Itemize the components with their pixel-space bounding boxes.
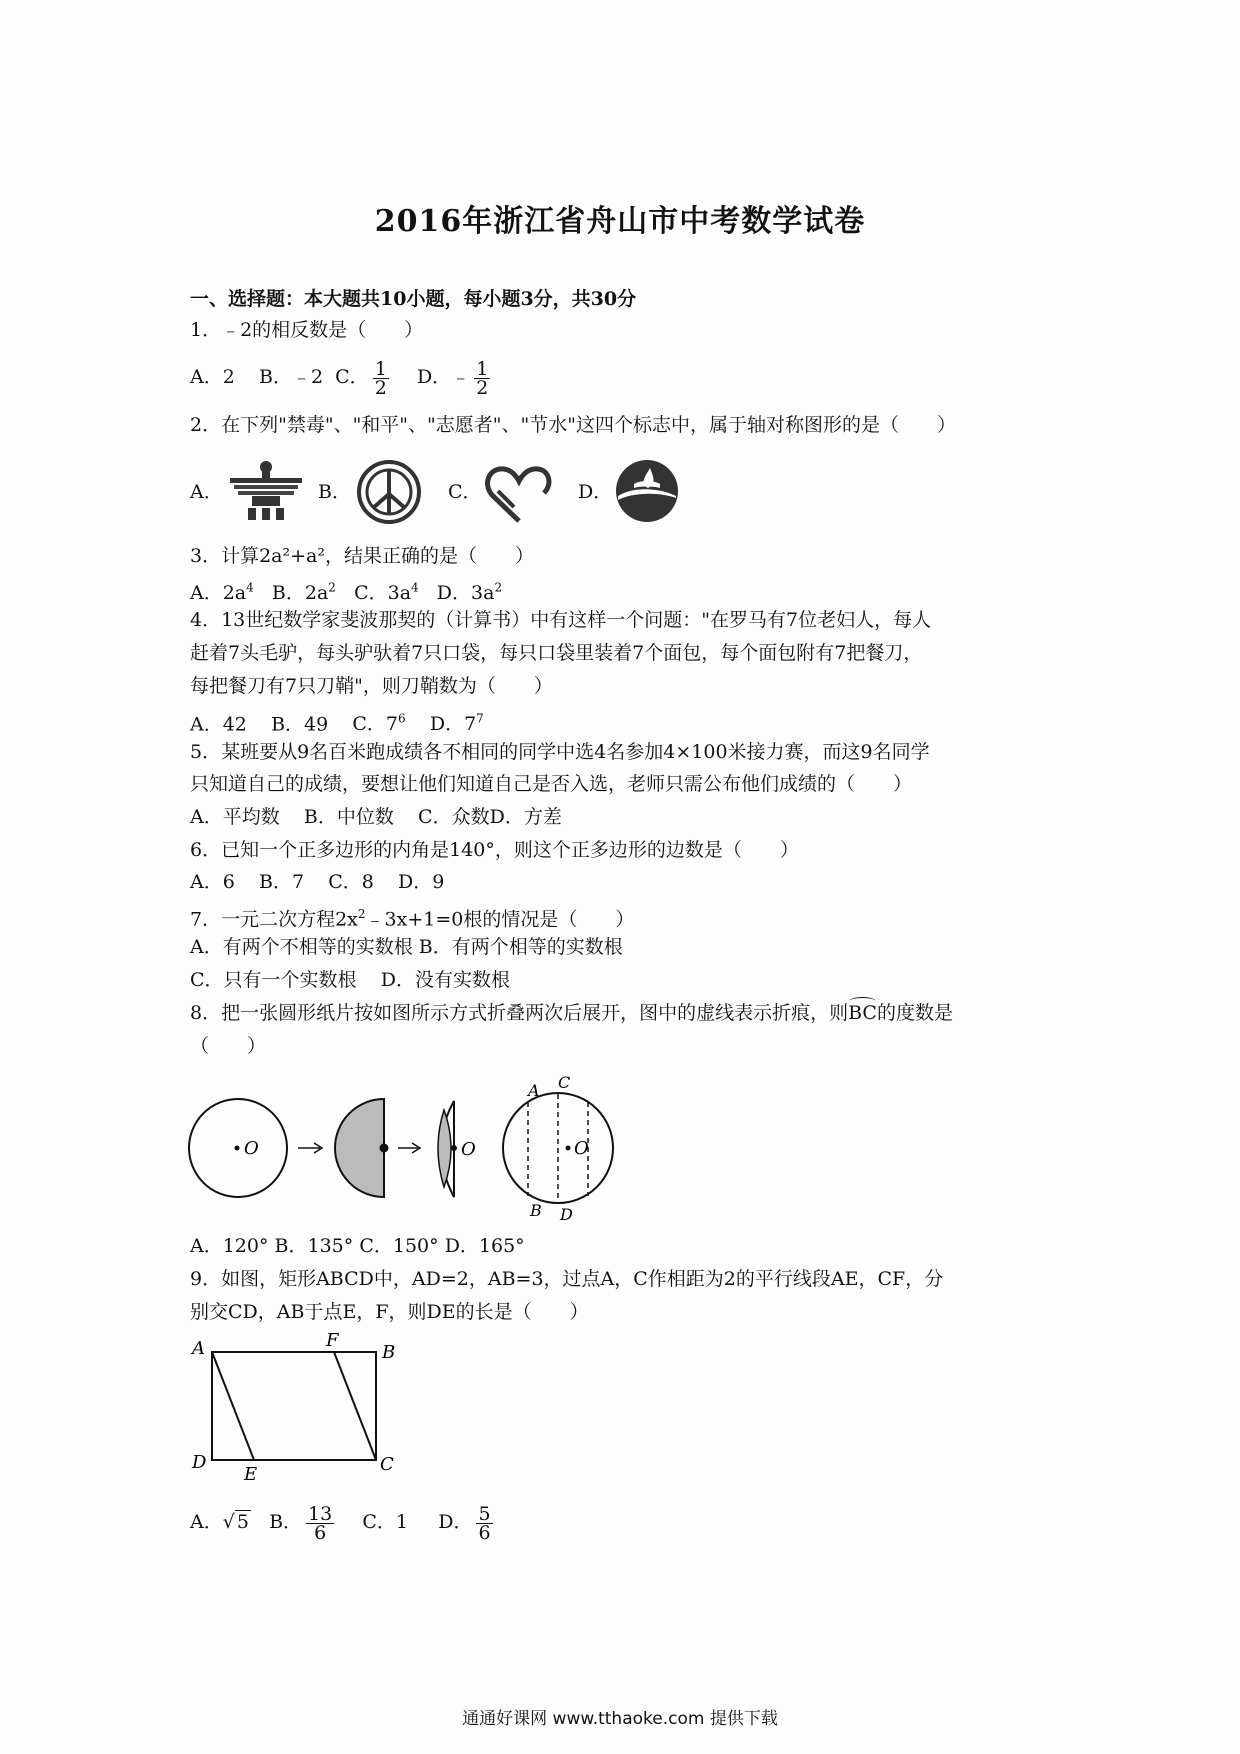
question-9-line-1: 9．如图，矩形ABCD中，AD=2，AB=3，过点A，C作相距为2的平行线段AE，CF，分: [190, 1268, 944, 1290]
fraction-numerator: 13: [308, 1502, 333, 1525]
q7-stem-part: ﹣3x+1=0根的情况是（ ）: [365, 908, 635, 931]
label-o: O: [461, 1139, 476, 1160]
q9-option-d-fraction: [476, 1502, 492, 1544]
question-6-options: [190, 870, 444, 894]
q9-option-b-label: B．: [269, 1511, 303, 1533]
question-9-options: [190, 1495, 497, 1549]
q1-option-c-fraction: [373, 357, 389, 399]
rectangle-diagram: [186, 1332, 406, 1482]
label-o: O: [244, 1138, 259, 1159]
question-1-options: [190, 352, 494, 402]
question-8-options: [190, 1234, 525, 1258]
q7-option-b: B．有两个相等的实数根: [418, 936, 623, 958]
q1-option-c: [335, 352, 393, 402]
q9-option-b: [269, 1502, 338, 1544]
q8-option-d: D．165°: [444, 1235, 525, 1257]
q3-option-d: [437, 582, 502, 604]
question-9-line-2: 别交CD，AB于点E，F，则DE的长是（ ）: [190, 1301, 589, 1323]
q7-option-c: C．只有一个实数根: [190, 969, 357, 991]
exponent: 2: [494, 581, 503, 595]
q9-option-c: C．1: [362, 1511, 409, 1533]
question-1-stem: 1．﹣2的相反数是（ ）: [190, 319, 424, 341]
q9-option-a: [190, 1511, 251, 1533]
q4-option-a: A．42: [190, 713, 247, 736]
q7-option-d: D．没有实数根: [380, 969, 510, 991]
label-b: B: [382, 1342, 396, 1363]
q2-option-b-label: B．: [318, 481, 351, 503]
exponent: 6: [398, 712, 406, 726]
label-e: E: [244, 1464, 258, 1482]
q9-option-a-label: A．: [190, 1511, 223, 1533]
q1-option-a: A．2: [190, 366, 235, 388]
section-heading: 一、选择题：本大题共10小题，每小题3分，共30分: [190, 288, 637, 310]
exponent: 4: [411, 581, 419, 595]
q2-option-c-label: C．: [448, 481, 482, 503]
q6-option-a: A．6: [190, 871, 235, 893]
exponent: 2: [328, 581, 336, 595]
peace-logo: [356, 459, 422, 525]
q3-option-c-label: C．3a: [354, 582, 412, 605]
question-7-options-row-1: [190, 935, 623, 959]
fraction-denominator: 6: [314, 1521, 327, 1544]
question-5-options: [190, 805, 562, 829]
exponent: 7: [476, 712, 484, 726]
q6-option-d: D．9: [398, 871, 445, 893]
q8-option-b: B．135°: [274, 1235, 354, 1257]
label-a: A: [192, 1338, 205, 1359]
q2-option-a-label: A．: [190, 481, 223, 503]
question-4-line-1: 4．13世纪数学家斐波那契的（计算书）中有这样一个问题："在罗马有7位老妇人，每人: [190, 609, 932, 631]
q3-option-c: [354, 582, 419, 604]
q4-option-c: [352, 713, 405, 735]
fraction-numerator: 1: [476, 357, 489, 380]
q2-option-d-label: D．: [578, 481, 613, 503]
q3-option-b: [272, 582, 336, 604]
q3-option-a-label: A．2a: [190, 582, 247, 605]
fraction-denominator: 6: [478, 1521, 491, 1544]
fraction-denominator: 2: [374, 376, 387, 399]
question-8-stem-continued: （ ）: [190, 1035, 267, 1057]
q8-option-a: A．120°: [190, 1235, 269, 1257]
q5-option-d: D．方差: [489, 806, 562, 828]
volunteer-heart-logo: [484, 463, 554, 525]
label-f: F: [326, 1332, 339, 1351]
sqrt-expression: √ 5: [222, 1511, 249, 1533]
arc-bc-notation: BC: [848, 1002, 877, 1024]
question-3-options: [190, 576, 502, 605]
footer-credit: 通通好课网 www.tthaoke.com 提供下载: [462, 1709, 778, 1729]
q6-option-b: B．7: [258, 871, 305, 893]
label-d: D: [560, 1205, 573, 1220]
q9-option-d-label: D．: [438, 1511, 473, 1533]
fraction-denominator: 2: [476, 376, 489, 399]
q5-option-a: A．平均数: [190, 806, 280, 828]
q4-option-b: B．49: [271, 713, 329, 736]
question-5-line-1: 5．某班要从9名百米跑成绩各不相同的同学中选4名参加4×100米接力赛，而这9名同学: [190, 741, 930, 763]
label-c: C: [380, 1454, 394, 1475]
folding-diagram: [186, 1070, 626, 1220]
q9-option-d: [438, 1502, 496, 1544]
q8-stem-part: 的度数是: [876, 1002, 953, 1024]
anti-drug-logo: [228, 458, 304, 522]
q4-option-c-label: C．7: [352, 713, 399, 736]
question-4-line-3: 每把餐刀有7只刀鞘"，则刀鞘数为（ ）: [190, 675, 553, 697]
q6-option-c: C．8: [328, 871, 374, 893]
q1-option-c-label: C．: [335, 366, 369, 388]
q5-option-b: B．中位数: [303, 806, 394, 828]
q7-option-a: A．有两个不相等的实数根: [190, 936, 413, 958]
exponent: 2: [357, 907, 366, 921]
q4-option-d-label: D．7: [429, 713, 477, 736]
question-7-stem: [190, 902, 634, 931]
q1-option-d-fraction: [474, 357, 490, 399]
q1-option-d: [417, 352, 494, 402]
question-7-options-row-2: [190, 968, 510, 992]
question-4-line-2: 赶着7头毛驴，每头驴驮着7只口袋，每只口袋里装着7个面包，每个面包附有7把餐刀，: [190, 642, 923, 664]
question-8-stem: [190, 1001, 953, 1025]
q3-option-a: [190, 582, 254, 604]
q1-option-b: B．﹣2: [258, 366, 324, 388]
exponent: 4: [246, 581, 254, 595]
fraction-numerator: 1: [374, 357, 387, 380]
label-d: D: [192, 1452, 207, 1473]
question-3-stem: 3．计算2a²+a²，结果正确的是（ ）: [190, 545, 534, 567]
page-title: 2016年浙江省舟山市中考数学试卷: [374, 204, 866, 239]
label-c: C: [558, 1073, 571, 1092]
water-saving-logo: [614, 458, 680, 524]
q9-option-b-fraction: [306, 1502, 334, 1544]
q7-stem-part: 7．一元二次方程2x: [190, 908, 358, 931]
q3-option-d-label: D．3a: [436, 582, 495, 605]
fraction-numerator: 5: [478, 1502, 491, 1525]
question-5-line-2: 只知道自己的成绩，要想让他们知道自己是否入选，老师只需公布他们成绩的（ ）: [190, 773, 913, 795]
q1-option-d-label: D．﹣: [416, 366, 471, 388]
question-6-stem: 6．已知一个正多边形的内角是140°，则这个正多边形的边数是（ ）: [190, 839, 799, 861]
q5-option-c: C．众数: [418, 806, 490, 828]
label-o: O: [574, 1138, 589, 1159]
q8-option-c: C．150°: [359, 1235, 439, 1257]
q4-option-d: [430, 713, 484, 735]
q3-option-b-label: B．2a: [271, 582, 329, 605]
label-a: A: [528, 1081, 540, 1100]
radicand: 5: [236, 1511, 249, 1533]
question-4-options: [190, 707, 484, 736]
q8-stem-part: 8．把一张圆形纸片按如图所示方式折叠两次后展开，图中的虚线表示折痕，则: [190, 1002, 849, 1024]
label-b: B: [530, 1201, 542, 1220]
question-2-stem: 2．在下列"禁毒"、"和平"、"志愿者"、"节水"这四个标志中，属于轴对称图形的是（ ）: [190, 414, 957, 436]
